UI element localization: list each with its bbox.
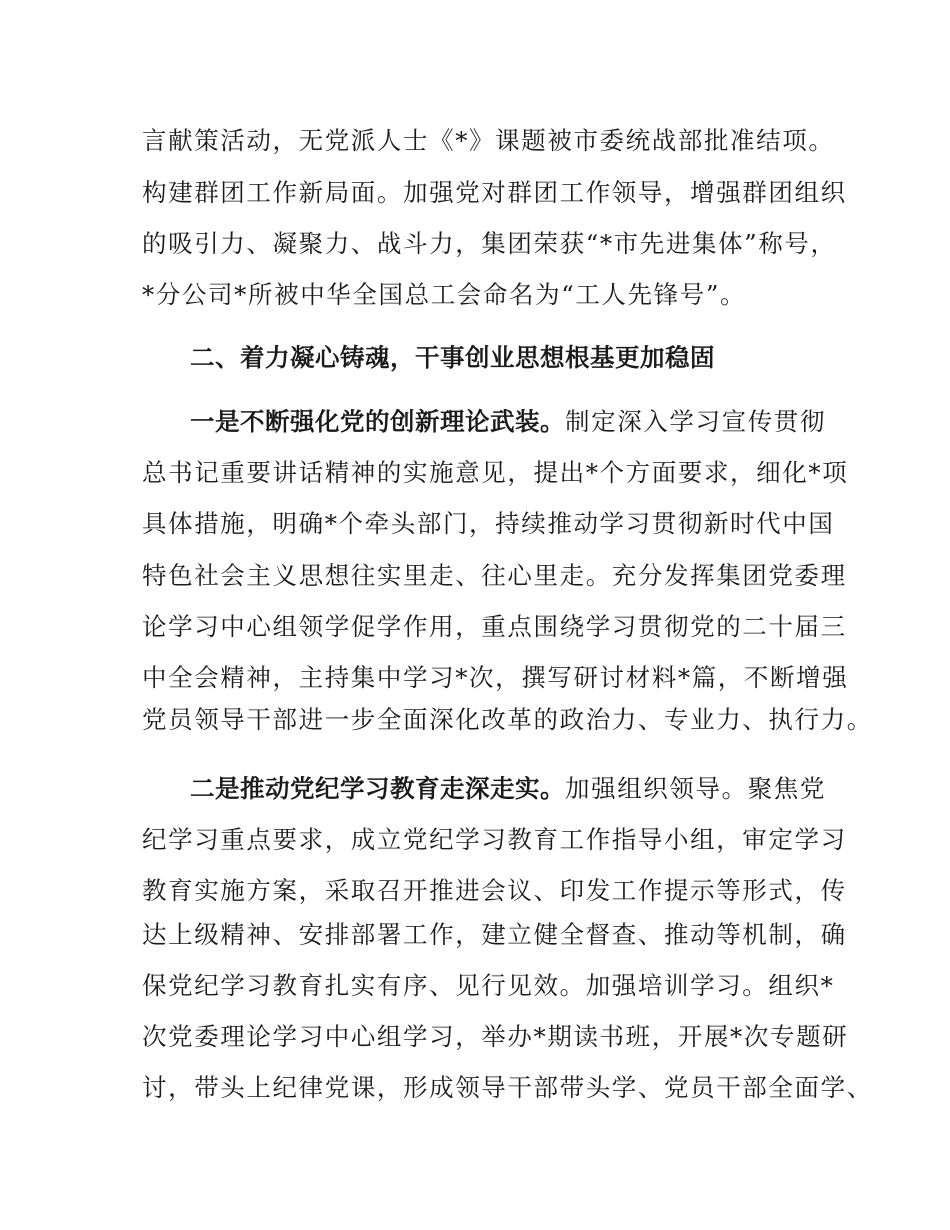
text-line: 特色社会主义思想往实里走、往心里走。充分发挥集团党委理 bbox=[142, 561, 847, 590]
text-line: 纪学习重点要求，成立党纪学习教育工作指导小组，审定学习 bbox=[142, 825, 847, 854]
text-line: 的吸引力、凝聚力、战斗力，集团荣获“*市先进集体”称号， bbox=[142, 229, 837, 258]
paragraph-text: 加强组织领导。聚焦党 bbox=[565, 774, 826, 803]
text-line: 讨，带头上纪律党课，形成领导干部带头学、党员干部全面学、 bbox=[142, 1073, 873, 1102]
paragraph-lead: 一是不断强化党的创新理论武装。 bbox=[190, 407, 565, 436]
paragraph-lead: 二是推动党纪学习教育走深走实。 bbox=[190, 774, 565, 803]
text-line: *分公司*所被中华全国总工会命名为“工人先锋号”。 bbox=[142, 280, 747, 309]
section-heading: 二、着力凝心铸魂，干事创业思想根基更加稳固 bbox=[190, 343, 715, 372]
text-line: 党员领导干部进一步全面深化改革的政治力、专业力、执行力。 bbox=[142, 705, 873, 734]
text-line: 总书记重要讲话精神的实施意见，提出*个方面要求，细化*项 bbox=[142, 458, 849, 487]
text-line: 论学习中心组领学促学作用，重点围绕学习贯彻党的二十届三 bbox=[142, 612, 847, 641]
text-line: 达上级精神、安排部署工作，建立健全督查、推动等机制，确 bbox=[142, 920, 847, 949]
paragraph-first-line bbox=[190, 772, 826, 806]
text-line: 次党委理论学习中心组学习，举办*期读书班，开展*次专题研 bbox=[142, 1022, 849, 1051]
text-line: 教育实施方案，采取召开推进会议、印发工作提示等形式，传 bbox=[142, 876, 847, 905]
text-line: 中全会精神，主持集中学习*次，撰写研讨材料*篇，不断增强 bbox=[142, 663, 849, 692]
paragraph-text: 制定深入学习宣传贯彻 bbox=[565, 407, 826, 436]
text-line: 保党纪学习教育扎实有序、见行见效。加强培训学习。组织* bbox=[142, 971, 835, 1000]
text-line: 具体措施，明确*个牵头部门，持续推动学习贯彻新时代中国 bbox=[142, 509, 835, 538]
text-line: 言献策活动，无党派人士《*》课题被市委统战部批准结项。 bbox=[142, 126, 835, 155]
text-line: 构建群团工作新局面。加强党对群团工作领导，增强群团组织 bbox=[142, 178, 847, 207]
paragraph-first-line bbox=[190, 405, 826, 439]
